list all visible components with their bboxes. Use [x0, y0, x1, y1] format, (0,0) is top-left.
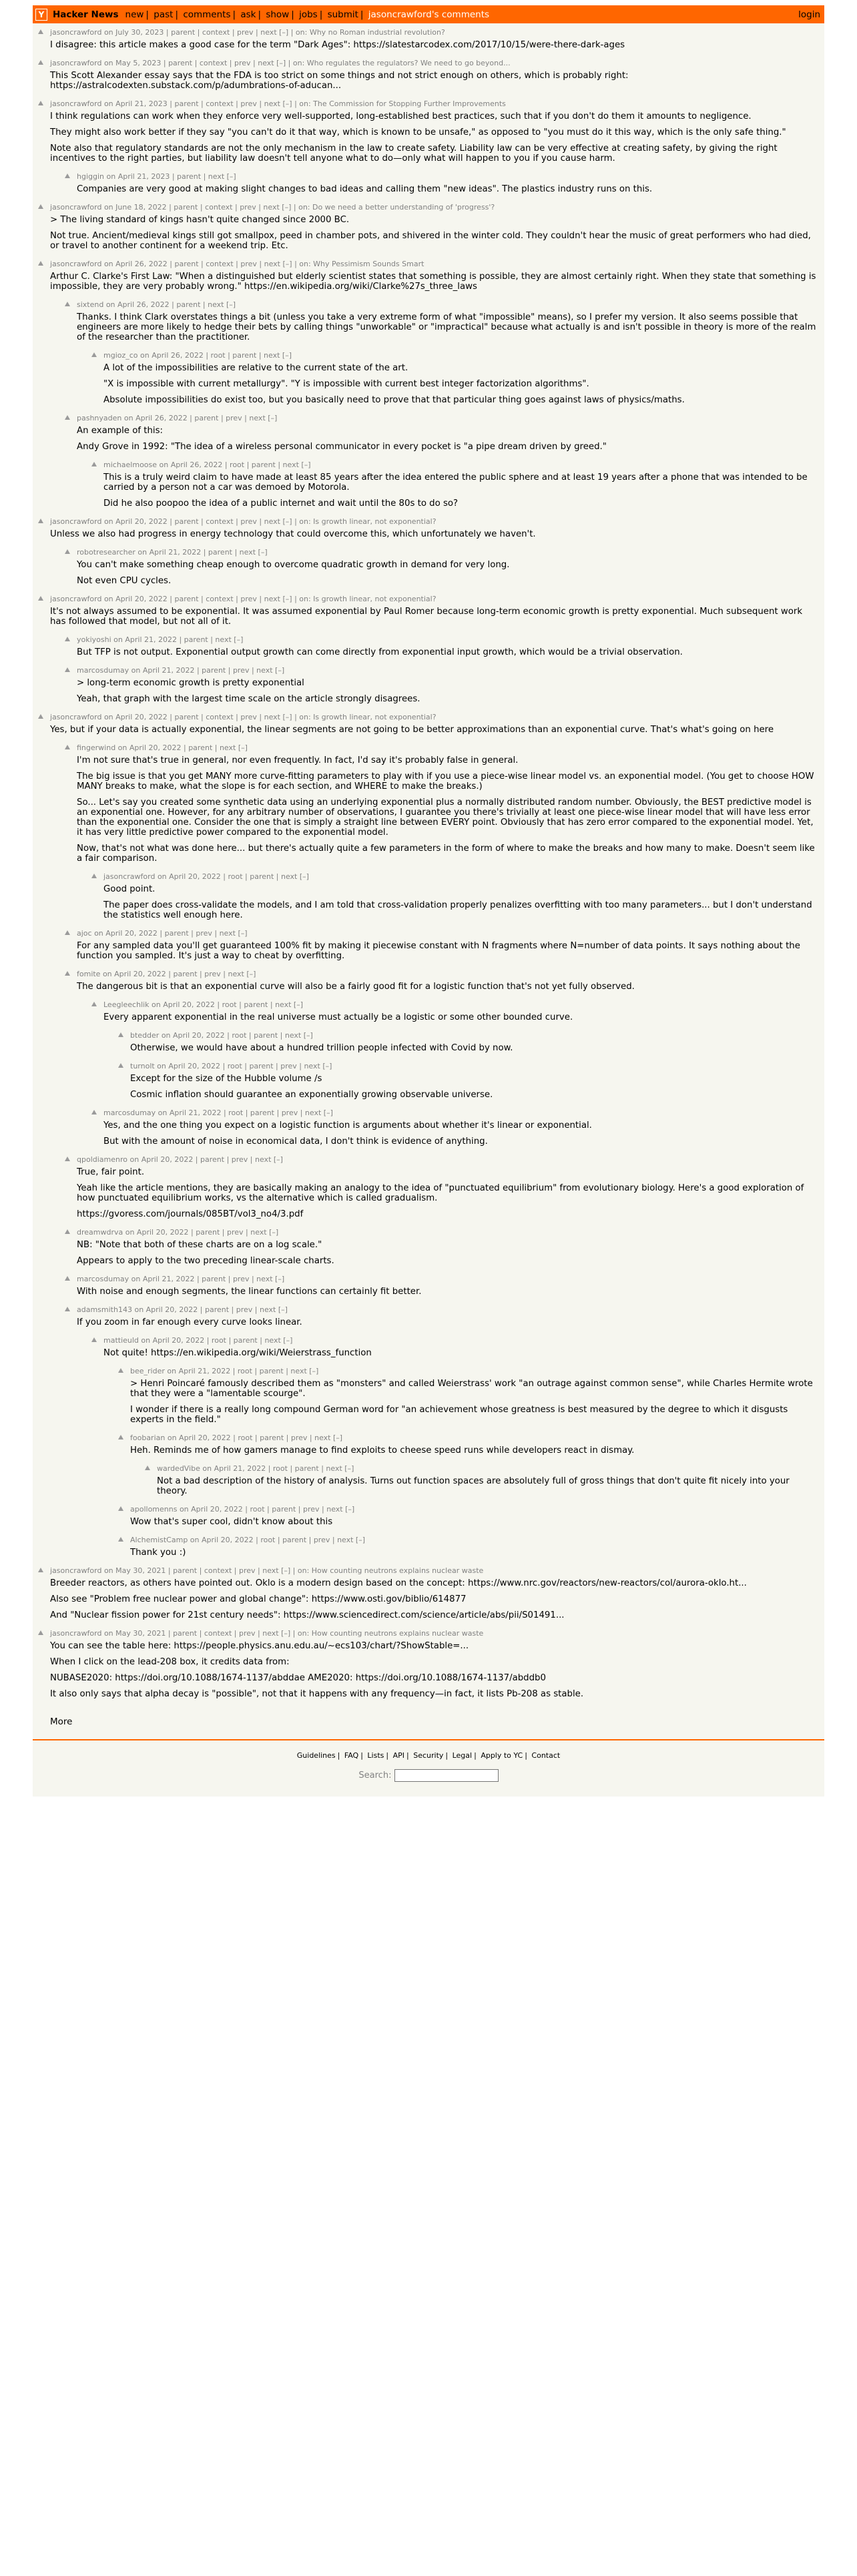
- comment-paragraph: I wonder if there is a really long compound German word for "an achievement whose greatness is best measured by the degree to which it disgusts experts in the field.": [130, 1405, 788, 1425]
- comment-item: [33, 1433, 824, 1456]
- upvote-arrow-icon[interactable]: [38, 596, 43, 601]
- comment-text: [77, 755, 818, 864]
- comment-paragraph: But with the amount of noise in economical data, I don't think is evidence of anything.: [103, 1137, 488, 1147]
- comment-paragraph: And "Nuclear fission power for 21st century needs": https://www.sciencedirect.com/science/article/abs/pii/S01491...: [50, 1610, 565, 1620]
- comment-text: [130, 1074, 818, 1100]
- footer-link-lists[interactable]: Lists: [367, 1751, 384, 1760]
- comment-text: [50, 1641, 818, 1699]
- page: [33, 5, 824, 1797]
- comment-paragraph: I disagree: this article makes a good case for the term "Dark Ages": https://slatestarcodex.com/2017/10/15/were-there-dark-ages: [50, 40, 625, 50]
- comment-item: [33, 1000, 824, 1022]
- comment-item: [33, 872, 824, 920]
- top-bar: [33, 5, 824, 23]
- comment-paragraph: You can see the table here: https://people.physics.anu.edu.au/~ecs103/chart/?ShowStable=...: [50, 1641, 469, 1651]
- comment-paragraph: Thank you :): [130, 1548, 186, 1558]
- comment-paragraph: Wow that's super cool, didn't know about this: [130, 1517, 333, 1527]
- comment-meta[interactable]: sixtend on April 26, 2022 | parent | next [–]: [77, 300, 236, 309]
- comment-text: [103, 472, 818, 509]
- more-link[interactable]: More: [50, 1716, 73, 1727]
- upvote-arrow-icon[interactable]: [91, 352, 97, 357]
- upvote-arrow-icon[interactable]: [65, 1276, 70, 1281]
- comment-paragraph: Companies are very good at making slight changes to bad ideas and calling them "new ideas". The plastics industry runs on this.: [77, 184, 653, 194]
- comment-text: [77, 560, 818, 586]
- comment-paragraph: NB: "Note that both of these charts are on a log scale.": [77, 1240, 322, 1250]
- comment-meta[interactable]: mattieuld on April 20, 2022 | root | parent | next [–]: [103, 1336, 293, 1345]
- upvote-arrow-icon[interactable]: [65, 971, 70, 976]
- comment-text: [50, 1578, 818, 1620]
- comment-paragraph: An example of this:: [77, 426, 163, 436]
- site-title[interactable]: Hacker News: [53, 9, 119, 20]
- comment-paragraph: True, fair point.: [77, 1167, 145, 1177]
- comment-paragraph: This is a truly weird claim to have made at least 85 years after the idea entered the public sphere and at least 19 years after a phone that was intended to be carried by a person not a car was demoed by Motorola.: [103, 472, 808, 493]
- comment-text: [103, 363, 818, 405]
- upvote-arrow-icon[interactable]: [38, 60, 43, 65]
- comment-item: [33, 1155, 824, 1219]
- comment-meta[interactable]: jasoncrawford on April 21, 2023 | parent | context | prev | next [–] | on: The Commission for Stopping Further Improvements: [50, 99, 506, 108]
- upvote-arrow-icon[interactable]: [118, 1435, 123, 1439]
- comment-text: [77, 426, 818, 452]
- comment-item: [33, 172, 824, 194]
- comment-paragraph: I think regulations can work when they enforce very well-supported, long-established best practices, such that if you don't do them it amounts to negligence.: [50, 111, 752, 121]
- comment-meta[interactable]: jasoncrawford on June 18, 2022 | parent | context | prev | next [–] | on: Do we need a better understanding of 'progress'?: [50, 203, 495, 212]
- comment-text: [103, 884, 818, 920]
- comment-meta[interactable]: jasoncrawford on April 20, 2022 | parent | context | prev | next [–] | on: Is growth linear, not exponential?: [50, 517, 437, 526]
- comment-paragraph: It also only says that alpha decay is "possible", not that it happens with any frequency—in fact, it lists Pb-208 as stable.: [50, 1689, 584, 1699]
- comment-paragraph: NUBASE2020: https://doi.org/10.1088/1674-1137/abddae AME2020: https://doi.org/10.1088/1674-1137/abddb0: [50, 1673, 546, 1683]
- upvote-arrow-icon[interactable]: [65, 930, 70, 935]
- comment-paragraph: Not quite! https://en.wikipedia.org/wiki/Weierstrass_function: [103, 1348, 372, 1358]
- comment-text: [77, 647, 818, 657]
- comment-text: [50, 607, 818, 627]
- comment-text: [50, 111, 818, 164]
- comment-meta[interactable]: ajoc on April 20, 2022 | parent | prev | next [–]: [77, 929, 248, 938]
- comment-item: [33, 350, 824, 405]
- comment-paragraph: > long-term economic growth is pretty exponential: [77, 678, 304, 688]
- top-nav: new | past | comments | ask | show | jobs | submit | jasoncrawford's comments: [125, 9, 490, 20]
- comment-text: [50, 529, 818, 539]
- comment-text: [77, 184, 818, 194]
- comment-paragraph: Note also that regulatory standards are not the only mechanism in the law to create safety. Liability law can be very effective at creating safety, by giving the right incentives to the right parties, but liability law doesn't tell anyone what to do—only what will happen to you if you cause harm.: [50, 143, 778, 164]
- comment-item: [33, 594, 824, 627]
- comment-text: [50, 272, 818, 292]
- upvote-arrow-icon[interactable]: [38, 204, 43, 209]
- comment-item: [33, 1108, 824, 1147]
- footer-link-guidelines[interactable]: Guidelines: [296, 1751, 336, 1760]
- comment-text: [77, 312, 818, 342]
- comment-meta[interactable]: btedder on April 20, 2022 | root | parent | next [–]: [130, 1031, 313, 1040]
- upvote-arrow-icon[interactable]: [65, 1157, 70, 1161]
- comment-paragraph: > Henri Poincaré famously described them as "monsters" and called Weierstrass' work "an outrage against common sense", while Charles Hermite wrote that they were a "lamentable scourge".: [130, 1379, 813, 1399]
- comment-text: [130, 1548, 818, 1558]
- comment-meta[interactable]: jasoncrawford on May 30, 2021 | parent | context | prev | next [–] | on: How counting neutrons explains nuclear waste: [50, 1629, 484, 1638]
- comment-paragraph: Now, that's not what was done here... but there's actually quite a few parameters in the form of where to make the breaks and how many to make. Doesn't seem like a fair comparison.: [77, 844, 815, 864]
- comment-meta[interactable]: hgiggin on April 21, 2023 | parent | next [–]: [77, 172, 236, 181]
- comment-item: [33, 1274, 824, 1297]
- upvote-arrow-icon[interactable]: [65, 174, 70, 178]
- comment-paragraph: Absolute impossibilities do exist too, but you basically need to prove that that particular thing goes against laws of physics/maths.: [103, 395, 685, 405]
- comment-item: [33, 1504, 824, 1527]
- comment-paragraph: Also see "Problem free nuclear power and global change": https://www.osti.gov/biblio/614877: [50, 1594, 467, 1604]
- comment-paragraph: Good point.: [103, 884, 156, 894]
- comment-paragraph: A lot of the impossibilities are relative to the current state of the art.: [103, 363, 408, 373]
- comment-meta[interactable]: qpoldiamenro on April 20, 2022 | parent | prev | next [–]: [77, 1155, 283, 1164]
- comment-paragraph: Did he also poopoo the idea of a public internet and wait until the 80s to do so?: [103, 499, 459, 509]
- comment-meta[interactable]: yokiyoshi on April 21, 2022 | parent | next [–]: [77, 635, 244, 644]
- comment-paragraph: Yeah, that graph with the largest time scale on the article strongly disagrees.: [77, 694, 420, 704]
- comment-paragraph: Except for the size of the Hubble volume /s: [130, 1074, 322, 1084]
- comment-paragraph: Not even CPU cycles.: [77, 576, 172, 586]
- comment-text: [77, 941, 818, 961]
- comment-paragraph: Heh. Reminds me of how gamers manage to find exploits to cheese speed runs while developers react in dismay.: [130, 1445, 635, 1456]
- comment-text: [103, 1348, 818, 1358]
- comment-paragraph: Yes, but if your data is actually exponential, the linear segments are not going to be better approximations than an exponential curve. That's what's going on here: [50, 725, 774, 735]
- comment-item: [33, 635, 824, 657]
- upvote-arrow-icon[interactable]: [38, 1568, 43, 1572]
- comment-item: [33, 1061, 824, 1100]
- upvote-arrow-icon[interactable]: [38, 519, 43, 523]
- comment-meta[interactable]: bee_rider on April 21, 2022 | root | parent | next [–]: [130, 1367, 319, 1375]
- comment-text: [77, 1167, 818, 1219]
- comment-meta[interactable]: jasoncrawford on April 20, 2022 | parent | context | prev | next [–] | on: Is growth linear, not exponential?: [50, 713, 437, 721]
- comment-paragraph: Not a bad description of the history of analysis. Turns out function spaces are absolutely full of gross things that don't quite fit nicely into your theory.: [157, 1476, 790, 1496]
- comment-meta[interactable]: fomite on April 20, 2022 | parent | prev | next [–]: [77, 970, 256, 978]
- comment-meta[interactable]: Leegleechlik on April 20, 2022 | root | parent | next [–]: [103, 1000, 304, 1009]
- comment-item: [33, 1535, 824, 1558]
- comment-meta[interactable]: marcosdumay on April 21, 2022 | root | parent | prev | next [–]: [103, 1108, 333, 1117]
- comment-meta[interactable]: mgioz_co on April 26, 2022 | root | parent | next [–]: [103, 351, 292, 360]
- comment-item: [33, 300, 824, 342]
- comment-meta[interactable]: adamsmith143 on April 20, 2022 | parent | prev | next [–]: [77, 1305, 288, 1314]
- comment-paragraph: If you zoom in far enough every curve looks linear.: [77, 1317, 302, 1327]
- footer-link-contact[interactable]: Contact: [531, 1751, 561, 1760]
- comment-item: [33, 743, 824, 864]
- footer-link-faq[interactable]: FAQ: [344, 1751, 359, 1760]
- comment-meta[interactable]: jasoncrawford on April 20, 2022 | root | parent | next [–]: [103, 872, 309, 881]
- upvote-arrow-icon[interactable]: [38, 101, 43, 105]
- comment-text: [77, 1287, 818, 1297]
- comment-paragraph: > The living standard of kings hasn't quite changed since 2000 BC.: [50, 215, 350, 225]
- upvote-arrow-icon[interactable]: [91, 462, 97, 466]
- comment-meta[interactable]: wardedVibe on April 21, 2022 | root | parent | next [–]: [157, 1464, 354, 1473]
- upvote-arrow-icon[interactable]: [38, 1630, 43, 1635]
- comment-item: [33, 1030, 824, 1053]
- footer-links: Guidelines | FAQ | Lists | API | Security | Legal | Apply to YC | Contact: [296, 1751, 561, 1760]
- comment-text: [50, 71, 818, 91]
- comment-meta[interactable]: michaelmoose on April 26, 2022 | root | parent | next [–]: [103, 460, 311, 469]
- comment-item: [33, 517, 824, 539]
- comment-paragraph: Cosmic inflation should guarantee an exponentially growing observable universe.: [130, 1090, 493, 1100]
- comment-text: [130, 1517, 818, 1527]
- comment-paragraph: It's not always assumed to be exponential. It was assumed exponential by Paul Romer because long-term economic growth is pretty exponential. Much subsequent work has followed that model, but not all of it.: [50, 607, 803, 627]
- comment-paragraph: Thanks. I think Clark overstates things a bit (unless you take a very extreme form of what "impossible" means), so I prefer my version. It also seems possible that engineers are more likely to hedge their bets by calling things "unworkable" or "impractical" because what actually is and isn't possible in theory is more of the realm of the researcher than the practitioner.: [77, 312, 816, 342]
- nav-ask[interactable]: ask: [240, 9, 256, 20]
- upvote-arrow-icon[interactable]: [91, 874, 97, 878]
- upvote-arrow-icon[interactable]: [118, 1506, 123, 1511]
- comment-meta[interactable]: turnolt on April 20, 2022 | root | parent | prev | next [–]: [130, 1062, 332, 1070]
- nav-jobs[interactable]: jobs: [299, 9, 318, 20]
- comment-item: [33, 712, 824, 735]
- comment-paragraph: Not true. Ancient/medieval kings still got smallpox, peed in chamber pots, and shivered in the winter cold. They couldn't hear the music of great performers who had died, or travel to another continent for a weekend trip. Etc.: [50, 231, 811, 251]
- nav-selected-user-comments: jasoncrawford's comments: [368, 9, 490, 20]
- comment-paragraph: Yeah like the article mentions, they are basically making an analogy to the idea of "punctuated equilibrium" from evolutionary biology. Here's a good exploration of how punctuated equilibrium works, vs the alternative which is called gradualism.: [77, 1183, 804, 1203]
- search-form: [33, 1769, 824, 1782]
- comment-item: [33, 460, 824, 509]
- comment-text: [50, 215, 818, 251]
- comment-list: [33, 23, 824, 1710]
- comment-text: [103, 1120, 818, 1147]
- comment-text: [50, 40, 818, 50]
- comment-paragraph: Arthur C. Clarke's First Law: "When a distinguished but elderly scientist states that something is possible, they are almost certainly right. When they state that something is impossible, they are very probably wrong." https://en.wikipedia.org/wiki/Clarke%27s_three_laws: [50, 272, 816, 292]
- comment-paragraph: https://gvoress.com/journals/085BT/vol3_no4/3.pdf: [77, 1209, 304, 1219]
- upvote-arrow-icon[interactable]: [38, 714, 43, 719]
- comment-paragraph: This Scott Alexander essay says that the FDA is too strict on some things and not strict enough on others, which is probably right: https://astralcodexten.substack.com/p/adumbrations-of-aducan...: [50, 71, 629, 91]
- comment-item: [33, 1305, 824, 1327]
- comment-paragraph: You can't make something cheap enough to overcome quadratic growth in demand for very long.: [77, 560, 510, 570]
- comment-text: [50, 725, 818, 735]
- comment-meta[interactable]: marcosdumay on April 21, 2022 | parent | prev | next [–]: [77, 666, 285, 675]
- upvote-arrow-icon[interactable]: [65, 1229, 70, 1234]
- comment-meta[interactable]: pashnyaden on April 26, 2022 | parent | prev | next [–]: [77, 414, 278, 422]
- upvote-arrow-icon[interactable]: [91, 1110, 97, 1114]
- comment-meta[interactable]: jasoncrawford on July 30, 2023 | parent | context | prev | next [–] | on: Why no Roman industrial revolution?: [50, 28, 445, 37]
- comment-text: [77, 982, 818, 992]
- upvote-arrow-icon[interactable]: [65, 415, 70, 420]
- comment-item: [33, 1566, 824, 1620]
- nav-show[interactable]: show: [266, 9, 290, 20]
- comment-paragraph: The paper does cross-validate the models, and I am told that cross-validation properly penalizes overfitting with too many parameters... but I don't understand the statistics well enough here.: [103, 900, 812, 920]
- comment-paragraph: The big issue is that you get MANY more curve-fitting parameters to play with if you use a piece-wise linear model vs. an exponential model. (You get to choose HOW MANY breaks to make, what the slope is for each section, and WHERE to make the breaks.): [77, 771, 814, 791]
- comment-paragraph: The dangerous bit is that an exponential curve will also be a fairly good fit for a logistic function that's not yet fully observed.: [77, 982, 635, 992]
- upvote-arrow-icon[interactable]: [118, 1032, 123, 1037]
- comment-meta[interactable]: robotresearcher on April 21, 2022 | parent | next [–]: [77, 548, 268, 557]
- comment-meta[interactable]: jasoncrawford on May 5, 2023 | parent | context | prev | next [–] | on: Who regulates the regulators? We need to go beyond...: [50, 59, 511, 67]
- comment-item: [33, 202, 824, 251]
- comment-meta[interactable]: fingerwind on April 20, 2022 | parent | next [–]: [77, 743, 248, 752]
- footer-link-legal[interactable]: Legal: [452, 1751, 473, 1760]
- upvote-arrow-icon[interactable]: [38, 261, 43, 266]
- comment-paragraph: For any sampled data you'll get guaranteed 100% fit by making it piecewise constant with N fragments where N=number of data points. It says nothing about the function you sampled. It's just a way to cheat by overfitting.: [77, 941, 800, 961]
- comment-paragraph: "X is impossible with current metallurgy". "Y is impossible with current best integer factorization algorithms".: [103, 379, 589, 389]
- comment-item: [33, 665, 824, 704]
- upvote-arrow-icon[interactable]: [91, 1337, 97, 1342]
- comment-paragraph: Andy Grove in 1992: "The idea of a wireless personal communicator in every pocket is "a pipe dream driven by greed.": [77, 442, 607, 452]
- comment-paragraph: Every apparent exponential in the real universe must actually be a logistic or some other bounded curve.: [103, 1012, 573, 1022]
- comment-text: [77, 1317, 818, 1327]
- comment-item: [33, 547, 824, 586]
- comment-text: [77, 678, 818, 704]
- comment-item: [33, 1335, 824, 1358]
- nav-comments[interactable]: comments: [183, 9, 231, 20]
- nav-submit[interactable]: submit: [327, 9, 358, 20]
- comment-meta[interactable]: apollomenns on April 20, 2022 | root | parent | prev | next [–]: [130, 1505, 355, 1514]
- comment-meta[interactable]: dreamwdrva on April 20, 2022 | parent | prev | next [–]: [77, 1228, 279, 1237]
- comment-text: [77, 1240, 818, 1266]
- comment-item: [33, 1227, 824, 1266]
- comment-text: [130, 1445, 818, 1456]
- comment-text: [130, 1043, 818, 1053]
- upvote-arrow-icon[interactable]: [38, 29, 43, 34]
- comment-paragraph: Yes, and the one thing you expect on a logistic function is arguments about whether it's linear or exponential.: [103, 1120, 592, 1131]
- comment-paragraph: I'm not sure that's true in general, nor even frequently. In fact, I'd say it's probably false in general.: [77, 755, 519, 765]
- upvote-arrow-icon[interactable]: [65, 745, 70, 749]
- comment-item: [33, 1366, 824, 1425]
- upvote-arrow-icon[interactable]: [65, 1307, 70, 1311]
- footer-link-api[interactable]: API: [392, 1751, 404, 1760]
- comment-item: [33, 969, 824, 992]
- upvote-arrow-icon[interactable]: [118, 1063, 123, 1068]
- comment-item: [33, 99, 824, 164]
- comment-text: [130, 1379, 818, 1425]
- comment-item: [33, 27, 824, 50]
- comment-item: [33, 259, 824, 292]
- comment-meta[interactable]: AlchemistCamp on April 20, 2022 | root | parent | prev | next [–]: [130, 1536, 366, 1544]
- upvote-arrow-icon[interactable]: [118, 1368, 123, 1373]
- comment-paragraph: Appears to apply to the two preceding linear-scale charts.: [77, 1256, 334, 1266]
- comment-paragraph: Unless we also had progress in energy technology that could overcome this, which unfortunately we haven't.: [50, 529, 536, 539]
- login-link[interactable]: login: [798, 9, 820, 20]
- comment-text: [103, 1012, 818, 1022]
- footer-link-apply-yc[interactable]: Apply to YC: [481, 1751, 523, 1760]
- upvote-arrow-icon[interactable]: [65, 302, 70, 306]
- search-input[interactable]: [394, 1769, 499, 1782]
- nav-past[interactable]: past: [154, 9, 174, 20]
- comment-item: [33, 58, 824, 91]
- upvote-arrow-icon[interactable]: [145, 1466, 150, 1470]
- comment-meta[interactable]: jasoncrawford on April 26, 2022 | parent | context | prev | next [–] | on: Why Pessimism Sounds Smart: [50, 260, 424, 268]
- comment-paragraph: Otherwise, we would have about a hundred trillion people infected with Covid by now.: [130, 1043, 513, 1053]
- comment-item: [33, 1464, 824, 1496]
- footer-link-security[interactable]: Security: [413, 1751, 444, 1760]
- comment-item: [33, 928, 824, 961]
- footer: [33, 1739, 824, 1797]
- upvote-arrow-icon[interactable]: [65, 667, 70, 672]
- comment-meta[interactable]: jasoncrawford on April 20, 2022 | parent | context | prev | next [–] | on: Is growth linear, not exponential?: [50, 595, 437, 603]
- search-label: Search:: [358, 1770, 392, 1781]
- comment-item: [33, 1628, 824, 1699]
- upvote-arrow-icon[interactable]: [118, 1537, 123, 1542]
- comment-item: [33, 413, 824, 452]
- comment-text: [157, 1476, 818, 1496]
- upvote-arrow-icon[interactable]: [65, 549, 70, 554]
- comment-paragraph: Breeder reactors, as others have pointed out. Oklo is a modern design based on the concept: https://www.nrc.gov/reactors/new-reactors/col/aurora-oklo.ht...: [50, 1578, 747, 1588]
- comment-paragraph: They might also work better if they say "you can't do it that way, which is known to be unsafe," as opposed to "you must do it this way, which is the only safe thing.": [50, 127, 786, 137]
- comment-paragraph: When I click on the lead-208 box, it credits data from:: [50, 1657, 290, 1667]
- y-logo-icon[interactable]: Y: [35, 9, 47, 21]
- comment-meta[interactable]: jasoncrawford on May 30, 2021 | parent | context | prev | next [–] | on: How counting neutrons explains nuclear waste: [50, 1566, 484, 1575]
- upvote-arrow-icon[interactable]: [91, 1002, 97, 1006]
- upvote-arrow-icon[interactable]: [65, 637, 70, 641]
- comment-meta[interactable]: marcosdumay on April 21, 2022 | parent | prev | next [–]: [77, 1275, 285, 1283]
- comment-meta[interactable]: foobarian on April 20, 2022 | root | parent | prev | next [–]: [130, 1433, 343, 1442]
- nav-new[interactable]: new: [125, 9, 144, 20]
- comment-paragraph: But TFP is not output. Exponential output growth can come directly from exponential input growth, which would be a trivial observation.: [77, 647, 683, 657]
- comment-paragraph: With noise and enough segments, the linear functions can certainly fit better.: [77, 1287, 422, 1297]
- comment-paragraph: So... Let's say you created some synthetic data using an underlying exponential plus a normally distributed random number. Obviously, the BEST predictive model is an exponential one. However, for any arbitrary number of observations, I guarantee you there's trivially at least one piece-wise linear model that will have less error than the exponential one. Consider the one that is simply a straight line between EVERY point. Obviously that has zero error compared to the exponential model. Yet, it has very little predictive power compared to the exponential model.: [77, 797, 814, 838]
